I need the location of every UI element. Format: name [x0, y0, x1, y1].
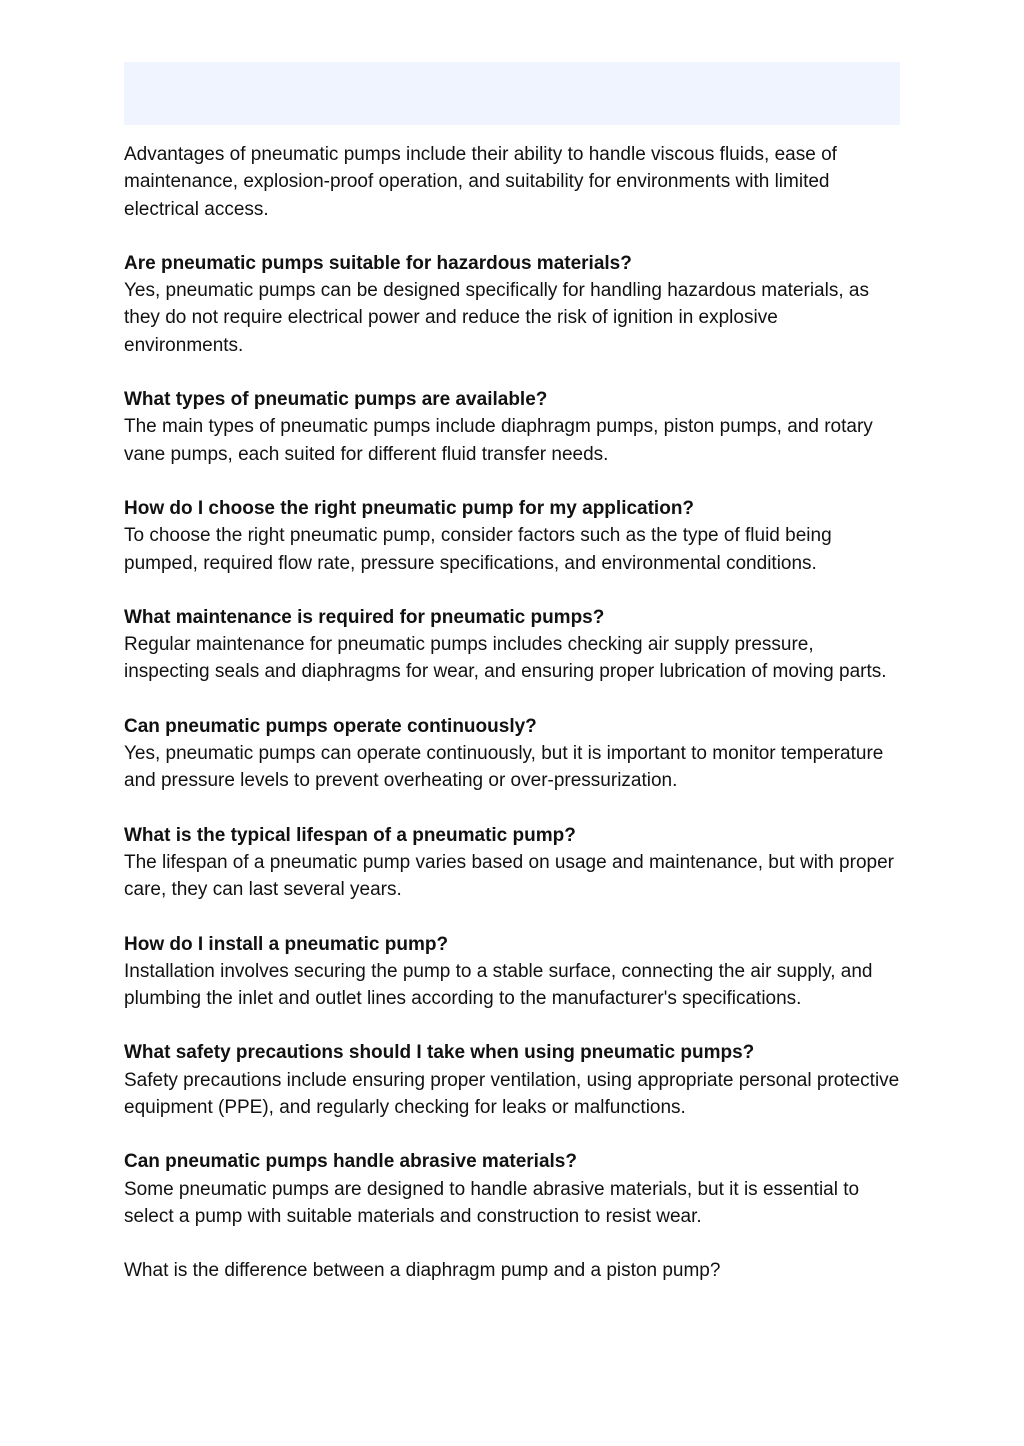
faq-answer: Yes, pneumatic pumps can operate continuously, but it is important to monitor temperature and pressure levels to prevent overheating or over-pressurization. — [124, 743, 884, 792]
faq-question: What types of pneumatic pumps are available? — [124, 389, 548, 411]
header-band — [124, 62, 900, 125]
faq-item — [124, 495, 900, 577]
faq-question: What is the typical lifespan of a pneumatic pump? — [124, 824, 576, 846]
faq-item — [124, 1039, 900, 1121]
faq-item — [124, 822, 900, 904]
faq-answer: Installation involves securing the pump to a stable surface, connecting the air supply, and plumbing the inlet and outlet lines according to the manufacturer's specifications. — [124, 960, 873, 1010]
faq-question: Can pneumatic pumps operate continuously? — [124, 715, 537, 737]
faq-question: Can pneumatic pumps handle abrasive materials? — [124, 1151, 577, 1173]
faq-answer: Safety precautions include ensuring proper ventilation, using appropriate personal protective equipment (PPE), and regularly checking for leaks or malfunctions. — [124, 1069, 900, 1119]
trailing-question: What is the difference between a diaphragm pump and a piston pump? — [124, 1260, 721, 1282]
faq-item — [124, 931, 900, 1013]
faq-question: How do I install a pneumatic pump? — [124, 933, 449, 955]
document-body — [124, 141, 900, 1285]
intro-paragraph: Advantages of pneumatic pumps include their ability to handle viscous fluids, ease of maintenance, explosion-proof operation, and suitability for environments with limited electrical access. — [124, 144, 837, 220]
faq-item — [124, 713, 900, 795]
faq-item — [124, 386, 900, 468]
faq-answer: The lifespan of a pneumatic pump varies based on usage and maintenance, but with proper care, they can last several years. — [124, 851, 894, 901]
faq-item — [124, 604, 900, 686]
faq-question: What maintenance is required for pneumatic pumps? — [124, 606, 605, 628]
faq-answer: The main types of pneumatic pumps include diaphragm pumps, piston pumps, and rotary vane pumps, each suited for different fluid transfer needs. — [124, 416, 873, 465]
faq-answer: Yes, pneumatic pumps can be designed specifically for handling hazardous materials, as they do not require electrical power and reduce the risk of ignition in explosive environments. — [124, 280, 869, 356]
faq-question: How do I choose the right pneumatic pump for my application? — [124, 497, 695, 519]
faq-question: Are pneumatic pumps suitable for hazardous materials? — [124, 252, 632, 274]
document-page — [124, 62, 900, 1285]
faq-question: What safety precautions should I take when using pneumatic pumps? — [124, 1042, 755, 1064]
faq-item — [124, 1148, 900, 1230]
faq-answer: To choose the right pneumatic pump, consider factors such as the type of fluid being pumped, required flow rate, pressure specifications, and environmental conditions. — [124, 525, 832, 574]
faq-answer: Some pneumatic pumps are designed to handle abrasive materials, but it is essential to select a pump with suitable materials and construction to resist wear. — [124, 1178, 860, 1227]
faq-item — [124, 250, 900, 359]
faq-answer: Regular maintenance for pneumatic pumps includes checking air supply pressure, inspecting seals and diaphragms for wear, and ensuring proper lubrication of moving parts. — [124, 634, 887, 683]
